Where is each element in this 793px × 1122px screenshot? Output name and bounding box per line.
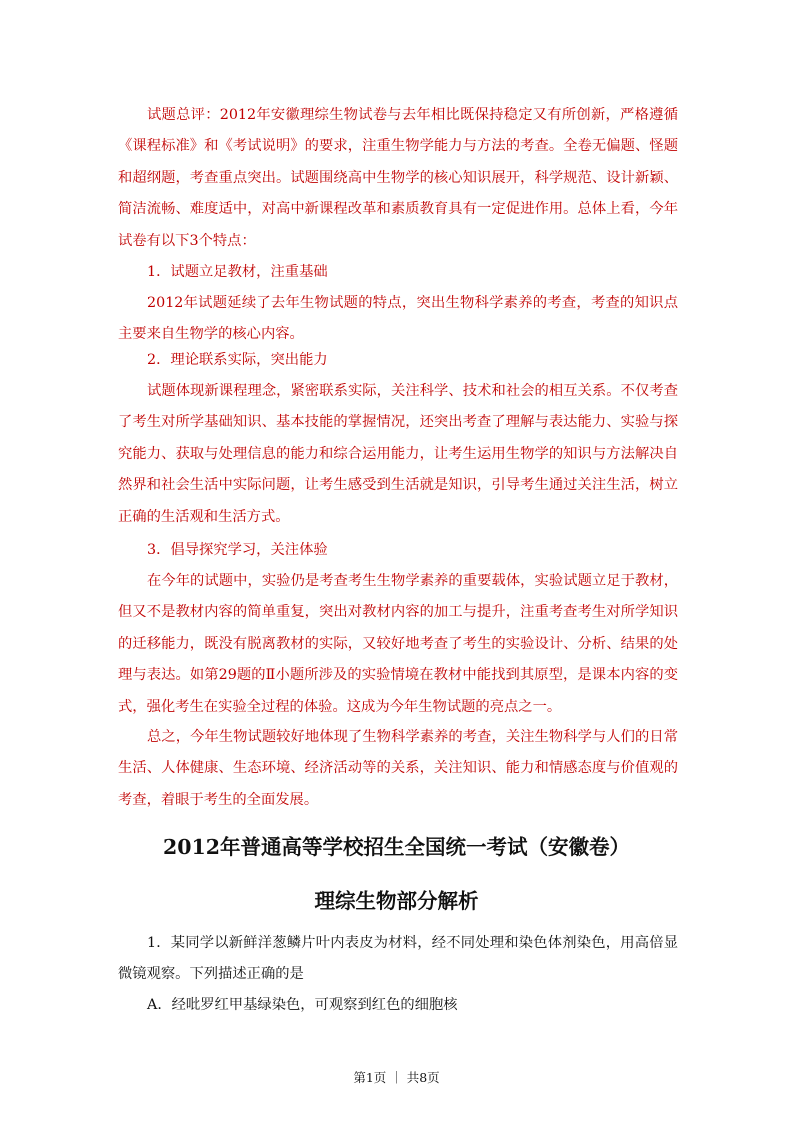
conclusion-paragraph: 总之，今年生物试题较好地体现了生物科学素养的考查，关注生物科学与人们的日常生活、人体健康、生态环境、经济活动等的关系，关注知识、能力和情感态度与价值观的考查，着眼于考生的全面发展。: [118, 729, 678, 808]
exam-title: 2012年普通高等学校招生全国统一考试（安徽卷）: [162, 835, 631, 859]
page-footer: 第1页 ｜ 共8页: [353, 1070, 440, 1085]
exam-subtitle: 理综生物部分解析: [314, 889, 479, 913]
point3-title: 3．倡导探究学习，关注体验: [147, 542, 328, 558]
point2-title: 2．理论联系实际，突出能力: [147, 352, 328, 368]
point1-text: 2012年试题延续了去年生物试题的特点，突出生物科学素养的考查，考查的知识点主要来自生物学的核心内容。: [118, 295, 678, 343]
question1-stem: 1．某同学以新鲜洋葱鳞片叶内表皮为材料，经不同处理和染色体剂染色，用高倍显微镜观察。下列描述正确的是: [118, 935, 678, 983]
point1-title: 1．试题立足教材，注重基础: [147, 264, 328, 280]
question1-option-a: A．经吡罗红甲基绿染色，可观察到红色的细胞核: [147, 997, 458, 1013]
summary-paragraph: 试题总评：2012年安徽理综生物试卷与去年相比既保持稳定又有所创新，严格遵循《课程标准》和《考试说明》的要求，注重生物学能力与方法的考查。全卷无偏题、怪题和超纲题，考查重点突出。试题围绕高中生物学的核心知识展开，科学规范、设计新颖、简洁流畅、难度适中，对高中新课程改革和素质教育具有一定促进作用。总体上看，今年试卷有以下3个特点：: [118, 107, 678, 249]
point2-text: 试题体现新课程理念，紧密联系实际，关注科学、技术和社会的相互关系。不仅考查了考生对所学基础知识、基本技能的掌握情况，还突出考查了理解与表达能力、实验与探究能力、获取与处理信息的能力和综合运用能力，让考生运用生物学的知识与方法解决自然界和社会生活中实际问题，让考生感受到生活就是知识，引导考生通过关注生活，树立正确的生活观和生活方式。: [118, 383, 678, 525]
point3-text: 在今年的试题中，实验仍是考查考生生物学素养的重要载体，实验试题立足于教材，但又不是教材内容的简单重复，突出对教材内容的加工与提升，注重考查考生对所学知识的迁移能力，既没有脱离教材的实际，又较好地考查了考生的实验设计、分析、结果的处理与表达。如第29题的Ⅱ小题所涉及的实验情境在教材中能找到其原型，是课本内容的变式，强化考生在实验全过程的体验。这成为今年生物试题的亮点之一。: [118, 573, 678, 715]
